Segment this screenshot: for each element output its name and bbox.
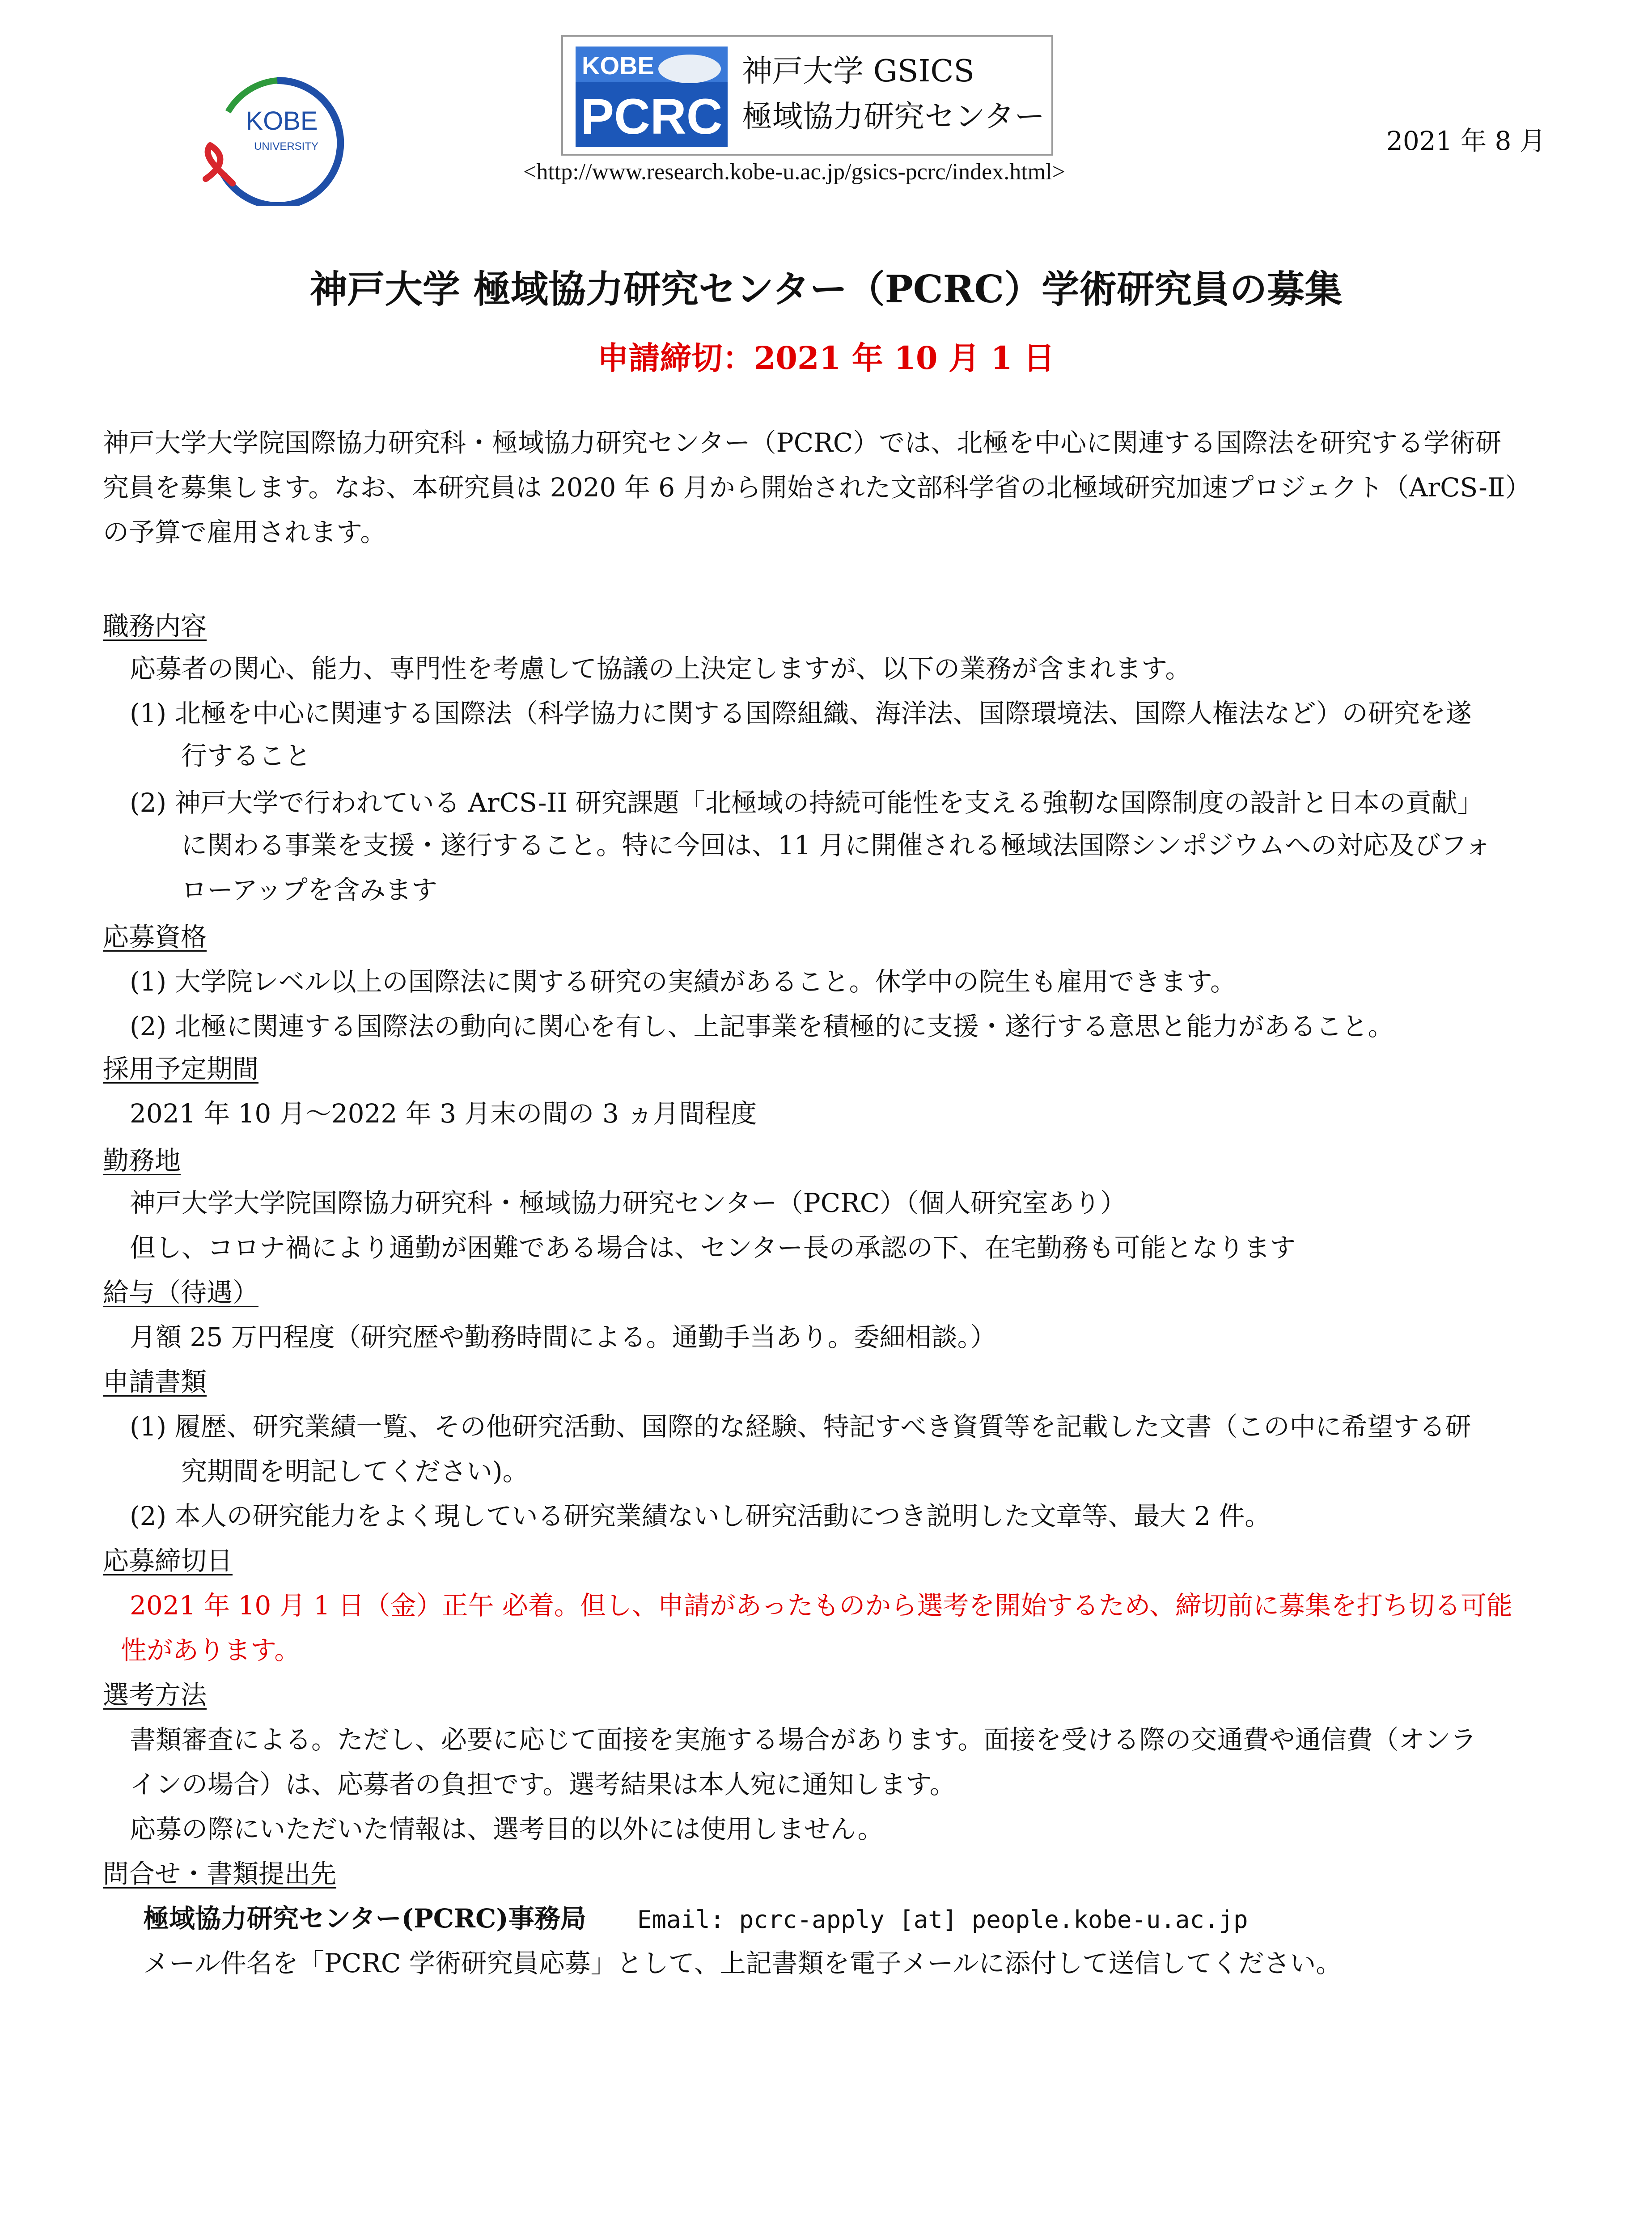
contact-office: 極域協力研究センター(PCRC)事務局 <box>143 1903 586 1934</box>
duties-item-1-line-1: (1) 北極を中心に関連する国際法（科学協力に関する国際組織、海洋法、国際環境法、国際人権法など）の研究を遂 <box>130 698 1472 728</box>
documents-item-2: (2) 本人の研究能力をよく現している研究業績ないし研究活動につき説明した文章等、最大 2 件。 <box>130 1501 1271 1531</box>
pcrc-name-line2: 極域協力研究センター <box>742 99 1045 135</box>
page-title: 神戸大学 極域協力研究センター（PCRC）学術研究員の募集 <box>309 267 1343 311</box>
duties-lead: 応募者の関心、能力、専門性を考慮して協議の上決定しますが、以下の業務が含まれます。 <box>130 653 1191 684</box>
kobe-university-logo <box>192 63 362 206</box>
workplace-heading: 勤務地 <box>103 1145 181 1176</box>
deadline-line-2: 性があります。 <box>121 1635 301 1665</box>
qualifications-item-1: (1) 大学院レベル以上の国際法に関する研究の実績があること。休学中の院生も雇用できます。 <box>130 966 1236 997</box>
pcrc-badge-main-text: PCRC <box>580 89 723 144</box>
duties-item-2-line-3: ローアップを含みます <box>181 875 438 905</box>
workplace-line-2: 但し、コロナ禍により通勤が困難である場合は、センター長の承認の下、在宅勤務も可能となります <box>130 1232 1296 1263</box>
duties-heading: 職務内容 <box>103 611 207 641</box>
pcrc-name-line1: 神戸大学 GSICS <box>742 54 974 89</box>
period-heading: 採用予定期間 <box>103 1054 259 1084</box>
documents-heading: 申請書類 <box>103 1367 207 1397</box>
intro-line-2: 究員を募集します。なお、本研究員は 2020 年 6 月から開始された文部科学省の北極域研究加速プロジェクト（ArCS-Ⅱ） <box>103 472 1531 503</box>
selection-heading: 選考方法 <box>103 1680 207 1710</box>
workplace-line-1: 神戸大学大学院国際協力研究科・極域協力研究センター（PCRC）（個人研究室あり） <box>130 1188 1127 1218</box>
selection-line-1: 書類審査による。ただし、必要に応じて面接を実施する場合があります。面接を受ける際の交通費や通信費（オンラ <box>130 1724 1477 1755</box>
issue-date: 2021 年 8 月 <box>1386 126 1546 156</box>
intro-line-1: 神戸大学大学院国際協力研究科・極域協力研究センター（PCRC）では、北極を中心に関連する国際法を研究する学術研 <box>103 428 1502 458</box>
pcrc-badge-logo <box>576 47 728 147</box>
pcrc-header-box <box>561 35 1053 156</box>
contact-instruction: メール件名を「PCRC 学術研究員応募」として、上記書類を電子メールに添付して送信してください。 <box>143 1948 1342 1978</box>
pcrc-url[interactable]: <http://www.research.kobe-u.ac.jp/gsics-pcrc/index.html> <box>523 159 1065 185</box>
documents-item-1-line-1: (1) 履歴、研究業績一覧、その他研究活動、国際的な経験、特記すべき資質等を記載した文書（この中に希望する研 <box>130 1411 1471 1442</box>
salary-text: 月額 25 万円程度（研究歴や勤務時間による。通勤手当あり。委細相談。） <box>130 1322 996 1352</box>
duties-item-1-line-2: 行すること <box>181 741 311 771</box>
kobe-logo-text: KOBE <box>246 106 318 136</box>
deadline-title: 申請締切：2021 年 10 月 1 日 <box>597 339 1055 377</box>
duties-item-2-line-1: (2) 神戸大学で行われている ArCS-II 研究課題「北極域の持続可能性を支える強靭な国際制度の設計と日本の貢献」 <box>130 788 1483 818</box>
pcrc-badge-top-text: KOBE <box>582 51 654 80</box>
salary-heading: 給与（待遇） <box>103 1277 259 1308</box>
qualifications-heading: 応募資格 <box>103 922 207 952</box>
kobe-logo-subtext: UNIVERSITY <box>254 140 319 152</box>
contact-email[interactable]: Email: pcrc-apply [at] people.kobe-u.ac.jp <box>637 1906 1248 1934</box>
duties-item-2-line-2: に関わる事業を支援・遂行すること。特に今回は、11 月に開催される極域法国際シンポジウムへの対応及びフォ <box>181 830 1491 860</box>
period-text: 2021 年 10 月～2022 年 3 月末の間の 3 ヵ月間程度 <box>130 1098 757 1129</box>
deadline-heading: 応募締切日 <box>103 1546 233 1576</box>
selection-line-2: インの場合）は、応募者の負担です。選考結果は本人宛に通知します。 <box>130 1769 956 1800</box>
selection-line-3: 応募の際にいただいた情報は、選考目的以外には使用しません。 <box>130 1814 884 1844</box>
deadline-line-1: 2021 年 10 月 1 日（金）正午 必着。但し、申請があったものから選考を開始するため、締切前に募集を打ち切る可能 <box>130 1590 1513 1621</box>
qualifications-item-2: (2) 北極に関連する国際法の動向に関心を有し、上記事業を積極的に支援・遂行する意思と能力があること。 <box>130 1011 1394 1042</box>
contact-heading: 問合せ・書類提出先 <box>103 1859 337 1889</box>
intro-line-3: の予算で雇用されます。 <box>103 517 386 547</box>
documents-item-1-line-2: 究期間を明記してください)。 <box>181 1456 529 1486</box>
